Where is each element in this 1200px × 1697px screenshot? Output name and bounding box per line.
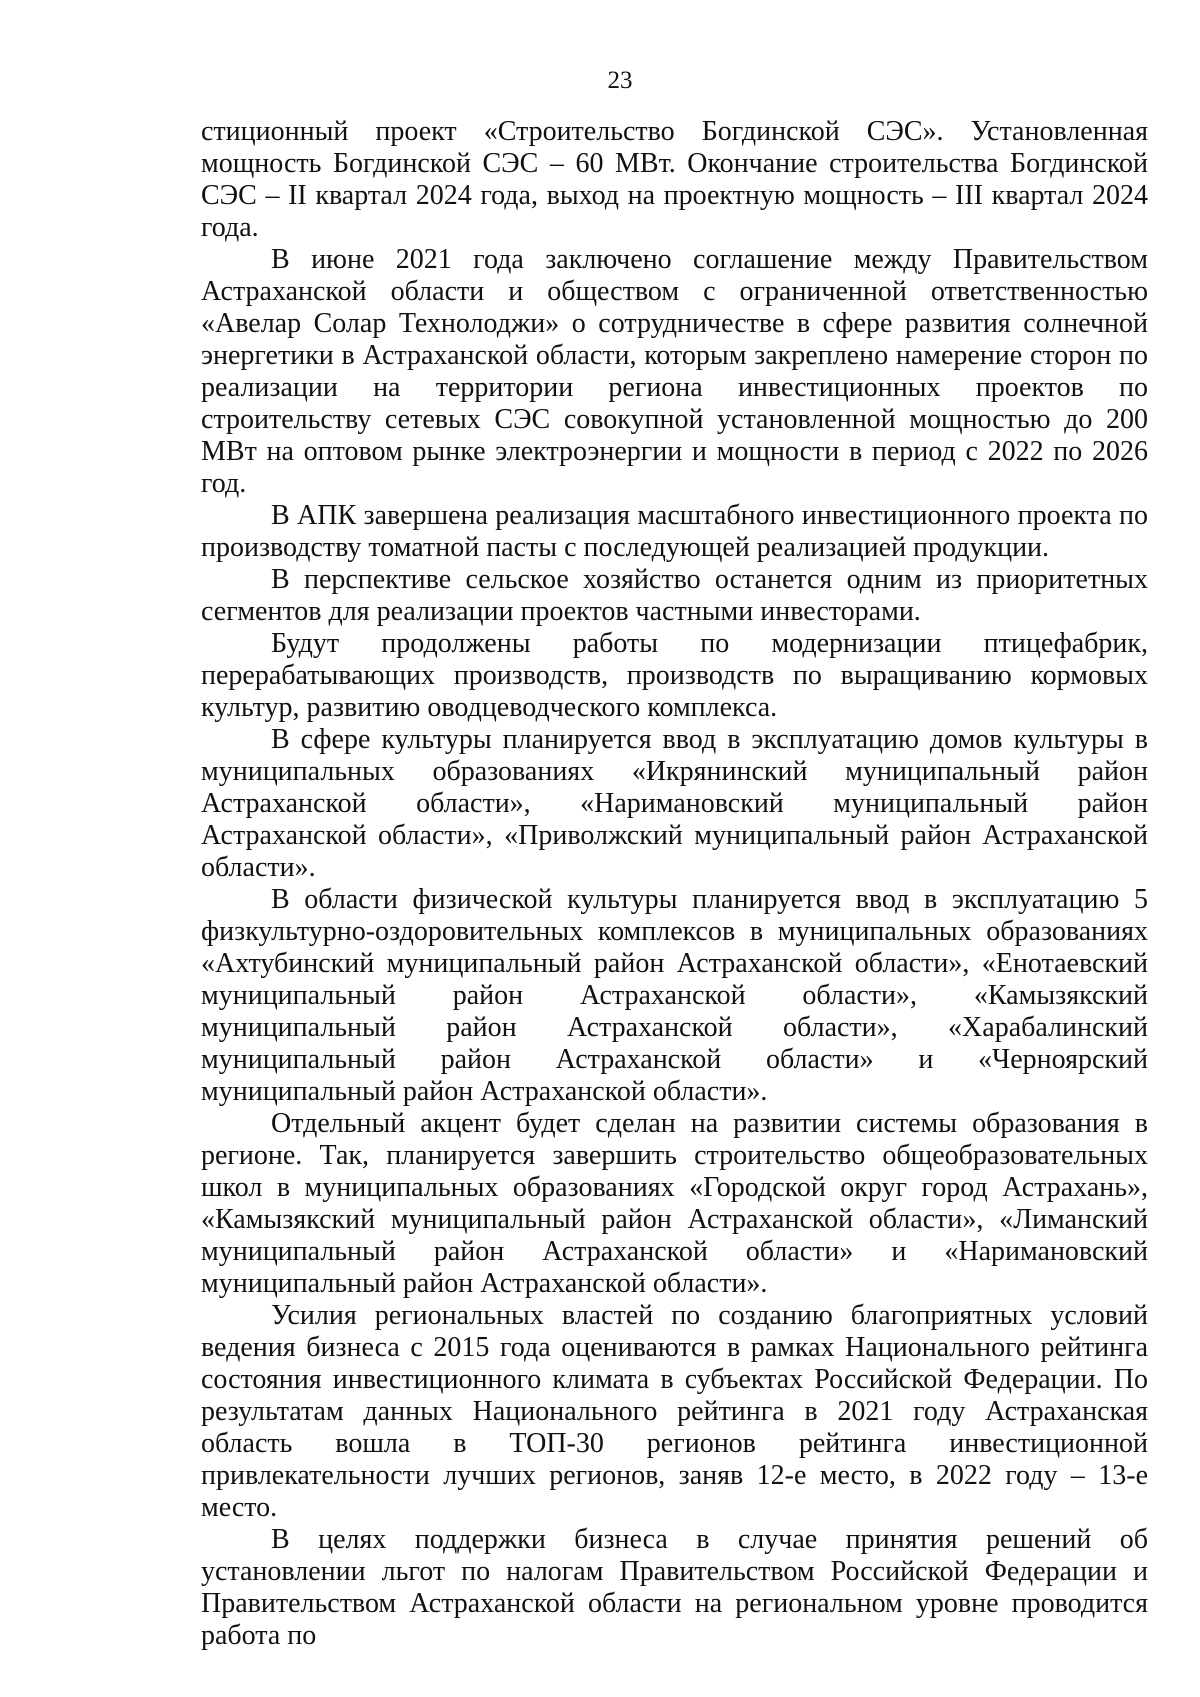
paragraph-rating: Усилия региональных властей по созданию благоприятных условий ведения бизнеса с 2015 года оцениваются в рамках Национального рейтинга состояния инвестиционного климата в субъектах Российской Федерации. По результатам данных Национального рейтинга в 2021 году Астраханская область вошла в ТОП-30 регионов рейтинга инвестиционной привлекательности лучших регионов, заняв 12-е место, в 2022 году – 13-е место. bbox=[201, 1300, 1148, 1523]
paragraph-education: Отдельный акцент будет сделан на развитии системы образования в регионе. Так, планируется завершить строительство общеобразовательных школ в муниципальных образованиях «Городской округ город Астрахань», «Камызякский муниципальный район Астраханской области», «Лиманский муниципальный район Астраханской области» и «Наримановский муниципальный район Астраханской области». bbox=[201, 1108, 1148, 1299]
paragraph-continuation: стиционный проект «Строительство Богдинской СЭС». Установленная мощность Богдинской СЭС – 60 МВт. Окончание строительства Богдинской СЭС – II квартал 2024 года, выход на проектную мощность – III квартал 2024 года. bbox=[201, 116, 1148, 243]
document-body bbox=[201, 116, 1148, 1652]
paragraph-agriculture-outlook: В перспективе сельское хозяйство останется одним из приоритетных сегментов для реализации проектов частными инвесторами. bbox=[201, 564, 1148, 627]
paragraph-tax-benefits: В целях поддержки бизнеса в случае принятия решений об установлении льгот по налогам Правительством Российской Федерации и Правительством Астраханской области на региональном уровне проводится работа по bbox=[201, 1524, 1148, 1651]
paragraph-culture: В сфере культуры планируется ввод в эксплуатацию домов культуры в муниципальных образованиях «Икрянинский муниципальный район Астраханской области», «Наримановский муниципальный район Астраханской области», «Приволжский муниципальный район Астраханской области». bbox=[201, 724, 1148, 883]
paragraph-apk-tomato: В АПК завершена реализация масштабного инвестиционного проекта по производству томатной пасты с последующей реализацией продукции. bbox=[201, 500, 1148, 563]
paragraph-avelar-agreement: В июне 2021 года заключено соглашение между Правительством Астраханской области и обществом с ограниченной ответственностью «Авелар Солар Технолоджи» о сотрудничестве в сфере развития солнечной энергетики в Астраханской области, которым закреплено намерение сторон по реализации на территории региона инвестиционных проектов по строительству сетевых СЭС совокупной установленной мощностью до 200 МВт на оптовом рынке электроэнергии и мощности в период с 2022 по 2026 год. bbox=[201, 244, 1148, 499]
paragraph-modernization: Будут продолжены работы по модернизации птицефабрик, перерабатывающих производств, производств по выращиванию кормовых культур, развитию оводцеводческого комплекса. bbox=[201, 628, 1148, 723]
page-number: 23 bbox=[607, 67, 633, 94]
paragraph-sports: В области физической культуры планируется ввод в эксплуатацию 5 физкультурно-оздоровительных комплексов в муниципальных образованиях «Ахтубинский муниципальный район Астраханской области», «Енотаевский муниципальный район Астраханской области», «Камызякский муниципальный район Астраханской области», «Харабалинский муниципальный район Астраханской области» и «Черноярский муниципальный район Астраханской области». bbox=[201, 884, 1148, 1107]
